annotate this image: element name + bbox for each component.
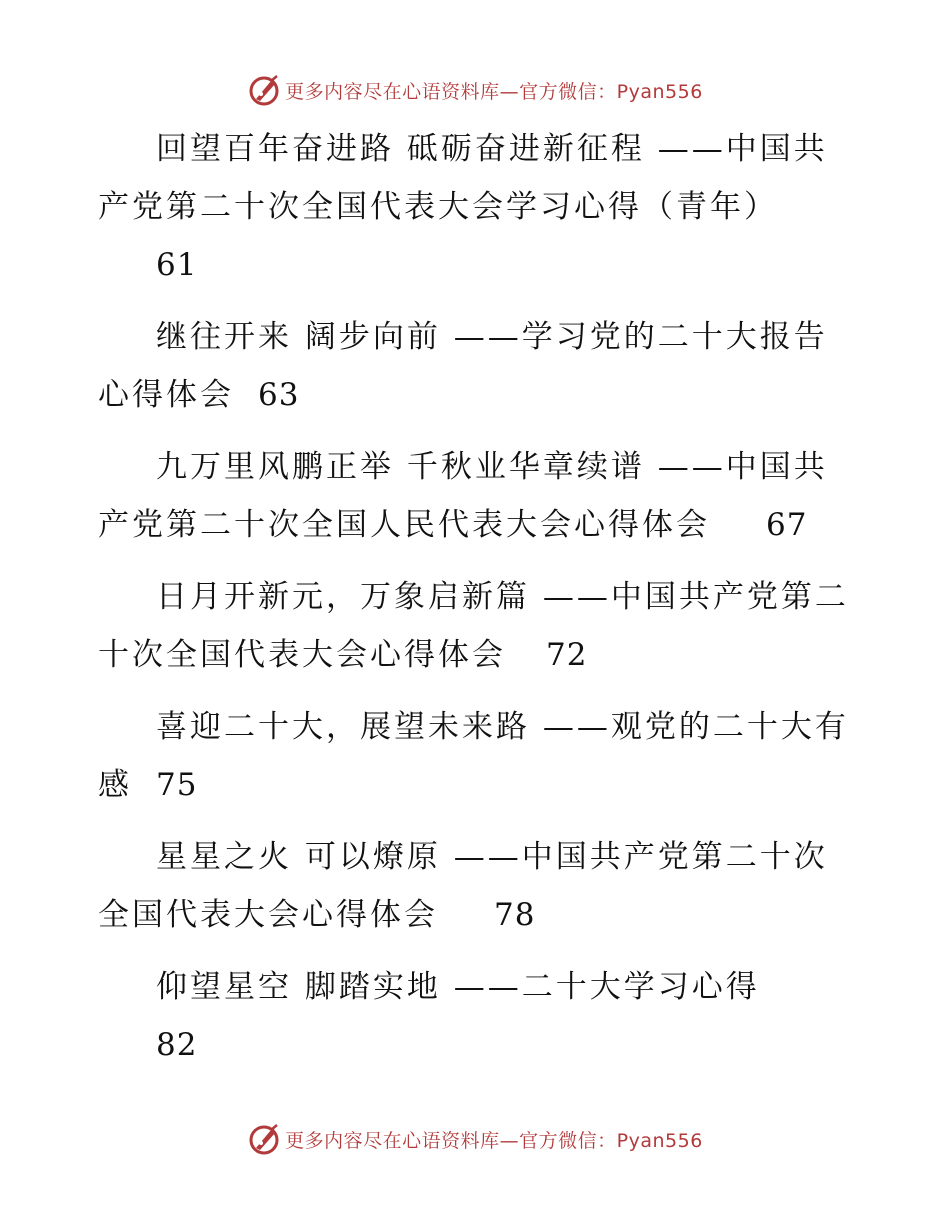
- toc-entry-page: 82: [156, 1027, 198, 1063]
- toc-entry-page: 75: [156, 767, 198, 803]
- toc-entry[interactable]: [98, 308, 858, 424]
- toc-entry-title: 继往开来 阔步向前 ——学习党的二十大报告心得体会: [98, 319, 828, 413]
- toc-entry[interactable]: [98, 828, 858, 944]
- toc-entry[interactable]: [98, 698, 858, 814]
- toc-entry-title: 日月开新元，万象启新篇 ——中国共产党第二十次全国代表大会心得体会: [98, 579, 849, 673]
- header-watermark-banner: [0, 70, 950, 110]
- watermark-text: 更多内容尽在心语资料库—官方微信：Pyan556: [285, 80, 703, 103]
- toc-entry-page: 63: [258, 377, 300, 413]
- toc-entry[interactable]: [98, 120, 858, 294]
- quill-pen-logo-icon: [247, 1122, 281, 1156]
- quill-pen-logo-icon: [247, 73, 281, 107]
- table-of-contents: [98, 120, 858, 1088]
- watermark-text: 更多内容尽在心语资料库—官方微信：Pyan556: [285, 1129, 703, 1152]
- toc-entry[interactable]: [98, 568, 858, 684]
- toc-entry-title: 星星之火 可以燎原 ——中国共产党第二十次全国代表大会心得体会: [98, 839, 828, 933]
- toc-entry-page: 78: [494, 897, 536, 933]
- toc-entry-title: 回望百年奋进路 砥砺奋进新征程 ——中国共产党第二十次全国代表大会学习心得（青年）: [98, 131, 828, 225]
- footer-watermark-banner: [0, 1119, 950, 1159]
- toc-entry[interactable]: [98, 438, 858, 554]
- toc-entry-page: 61: [156, 247, 198, 283]
- toc-entry-page: 67: [766, 507, 808, 543]
- toc-entry-title: 喜迎二十大，展望未来路 ——观党的二十大有感: [98, 709, 849, 803]
- toc-entry-title: 九万里风鹏正举 千秋业华章续谱 ——中国共产党第二十次全国人民代表大会心得体会: [98, 449, 828, 543]
- toc-entry-page: 72: [546, 637, 588, 673]
- toc-entry-title: 仰望星空 脚踏实地 ——二十大学习心得: [156, 969, 760, 1005]
- toc-entry[interactable]: [98, 958, 858, 1074]
